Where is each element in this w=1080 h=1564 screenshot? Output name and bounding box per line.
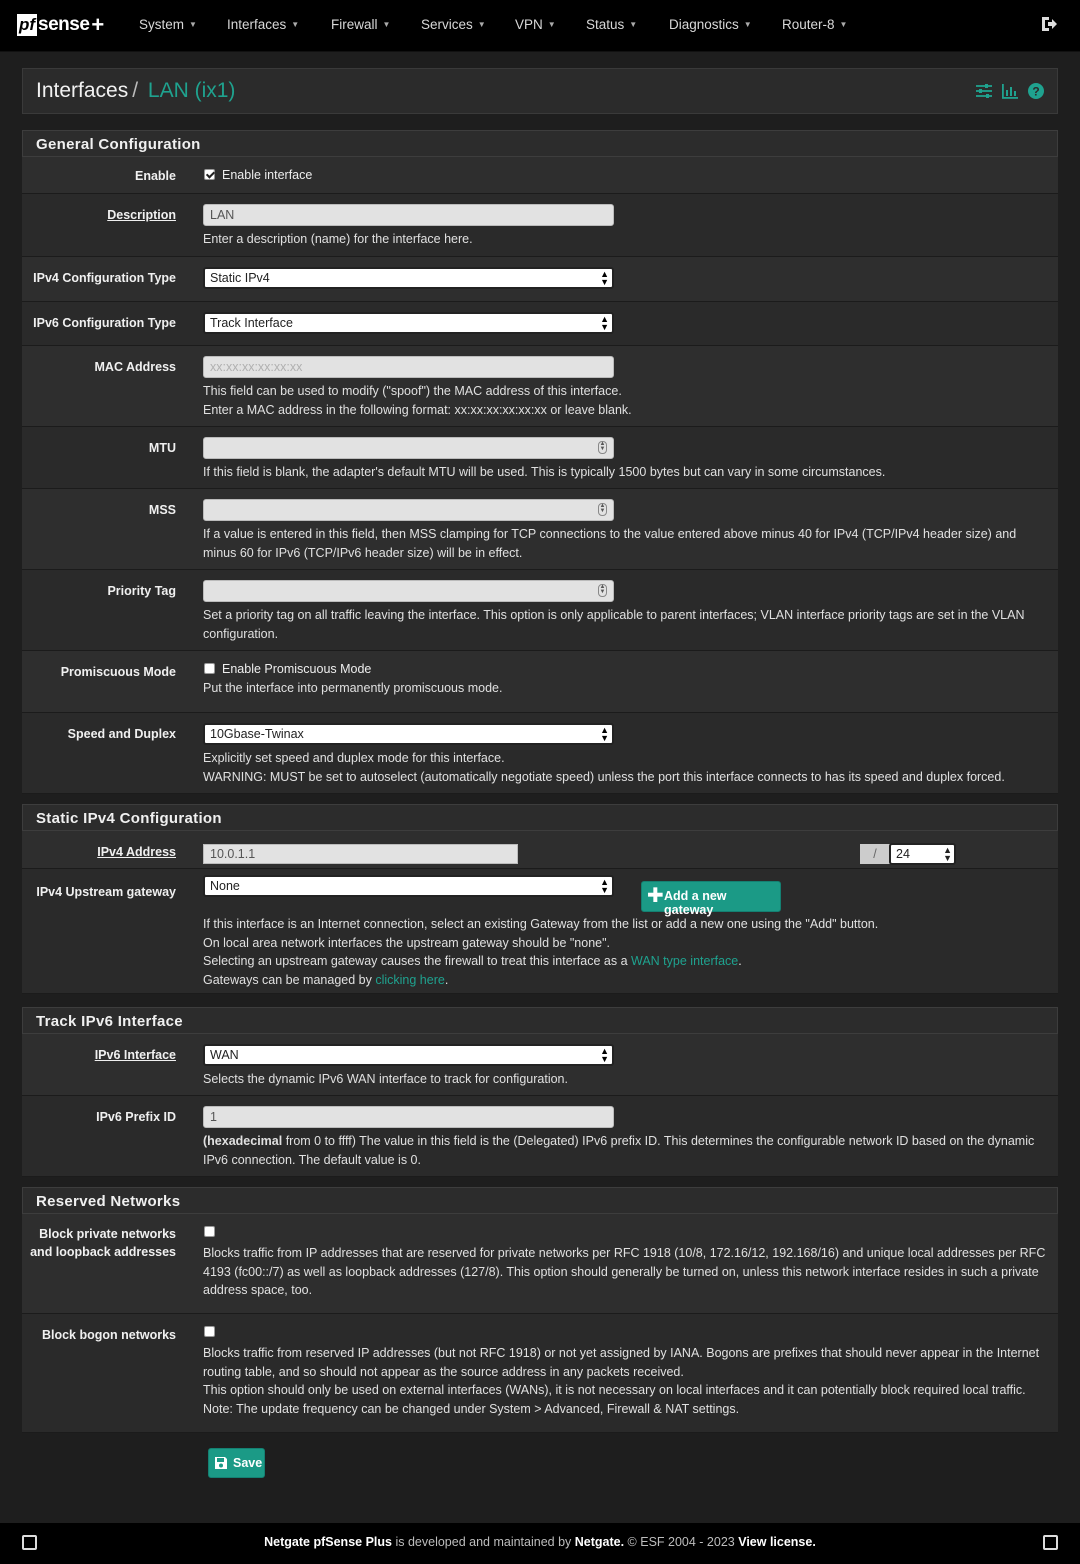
cidr-slash: / [860, 844, 890, 864]
enable-label: Enable [135, 169, 176, 183]
speed-select[interactable]: 10Gbase-Twinax ▲ ▼ [203, 723, 614, 745]
ipv6-type-select[interactable]: Track Interface ▲ ▼ [203, 312, 614, 334]
promisc-help: Put the interface into permanently promiscuous mode. [203, 681, 503, 695]
select-arrows-icon: ▲ ▼ [600, 269, 609, 287]
breadcrumb-separator: / [132, 79, 139, 102]
ipv6-interface-row [22, 1034, 1058, 1096]
spinner-icon[interactable]: ▲ ▼ [599, 503, 606, 514]
mss-label: MSS [148, 503, 176, 517]
priority-input[interactable] [203, 580, 614, 602]
pfsense-logo[interactable] [17, 12, 104, 38]
ipv6-prefix-input[interactable]: 1 [203, 1106, 614, 1128]
nav-status[interactable]: Status ▼ [586, 17, 638, 32]
gateways-link[interactable]: clicking here [375, 972, 445, 987]
block-private-checkbox[interactable] [204, 1226, 215, 1237]
add-gateway-button[interactable]: ✚ Add a new gateway [641, 881, 781, 912]
mac-input[interactable]: xx:xx:xx:xx:xx:xx [203, 356, 614, 378]
ipv4-type-select[interactable]: Static IPv4 ▲ ▼ [203, 267, 614, 289]
enable-checkbox[interactable] [204, 169, 215, 180]
priority-help: Set a priority tag on all traffic leaving the interface. This option is only applicable to parent interfaces; VLAN interface priority tags are set in the VLAN configuration. [203, 608, 1025, 641]
block-bogon-label: Block bogon networks [41, 1328, 176, 1342]
general-configuration-panel [22, 130, 1058, 794]
save-button[interactable]: Save [208, 1448, 265, 1478]
spinner-icon[interactable]: ▲ ▼ [599, 584, 606, 595]
ipv6-interface-select[interactable]: WAN ▲ ▼ [203, 1044, 614, 1066]
block-bogon-checkbox[interactable] [204, 1326, 215, 1337]
mtu-input[interactable] [203, 437, 614, 459]
enable-row [22, 157, 1058, 194]
track-ipv6-panel [22, 1007, 1058, 1177]
ipv6-interface-label[interactable]: IPv6 Interface [94, 1048, 176, 1062]
mac-label: MAC Address [94, 360, 176, 374]
block-private-label: Block private networks and loopback addresses [30, 1227, 176, 1259]
speed-label: Speed and Duplex [67, 727, 176, 741]
description-help: Enter a description (name) for the interface here. [203, 232, 473, 246]
footer-company-link[interactable]: Netgate. [574, 1535, 625, 1549]
caret-down-icon: ▼ [382, 20, 391, 29]
caret-down-icon: ▼ [189, 20, 197, 29]
logo-pf: pf [19, 15, 36, 34]
nav-router[interactable]: Router-8 ▼ [782, 17, 848, 32]
ipv6-interface-help: Selects the dynamic IPv6 WAN interface to track for configuration. [203, 1072, 568, 1086]
description-input[interactable]: LAN [203, 204, 614, 226]
mac-help: This field can be used to modify ("spoof") the MAC address of this interface. Enter a MAC address in the following format: xx:xx:xx:xx:xx:xx or leave blank. [203, 384, 632, 417]
footer [0, 1523, 1080, 1564]
logo-plus: + [91, 12, 105, 37]
promisc-checkbox-label[interactable]: Enable Promiscuous Mode [222, 662, 372, 676]
mtu-help: If this field is blank, the adapter's default MTU will be used. This is typically 1500 bytes but can vary in some circumstances. [203, 465, 886, 479]
ipv6-prefix-label: IPv6 Prefix ID [96, 1110, 176, 1124]
nav-services[interactable]: Services ▼ [421, 17, 486, 32]
ipv6-type-label: IPv6 Configuration Type [33, 316, 176, 330]
select-arrows-icon: ▲ ▼ [600, 877, 609, 895]
panel-title: General Configuration [22, 130, 1058, 157]
caret-down-icon: ▼ [547, 20, 556, 29]
cidr-select[interactable]: 24 ▲ ▼ [889, 843, 956, 865]
ipv6-type-row [22, 302, 1058, 346]
mtu-row [22, 427, 1058, 489]
description-row [22, 194, 1058, 257]
select-arrows-icon: ▲ ▼ [600, 725, 609, 743]
caret-down-icon: ▼ [629, 20, 638, 29]
mss-row [22, 489, 1058, 570]
panel-title: Static IPv4 Configuration [22, 804, 1058, 831]
promisc-label: Promiscuous Mode [60, 665, 176, 679]
promisc-row [22, 651, 1058, 713]
ipv4-address-label[interactable]: IPv4 Address [97, 845, 176, 859]
ipv4-type-label: IPv4 Configuration Type [33, 271, 176, 285]
mss-input[interactable] [203, 499, 614, 521]
nav-diagnostics[interactable]: Diagnostics ▼ [669, 17, 752, 32]
block-private-row [22, 1214, 1058, 1314]
caret-down-icon: ▼ [477, 20, 486, 29]
wan-type-link[interactable]: WAN type interface [631, 954, 739, 968]
gateway-select[interactable]: None ▲ ▼ [203, 875, 614, 897]
bar-chart-icon[interactable] [1001, 82, 1019, 100]
gateway-label: IPv4 Upstream gateway [36, 885, 176, 899]
block-bogon-row [22, 1314, 1058, 1433]
footer-brand[interactable]: Netgate pfSense Plus [264, 1535, 392, 1549]
ipv4-address-row [22, 831, 1058, 869]
gateway-row [22, 869, 1058, 994]
logo-sense: sense [38, 14, 90, 35]
breadcrumb-root[interactable]: Interfaces [36, 79, 129, 102]
sliders-icon[interactable] [975, 82, 993, 100]
caret-down-icon: ▼ [839, 20, 848, 29]
block-private-help: Blocks traffic from IP addresses that are reserved for private networks per RFC 1918 (10/8, 172.16/12, 192.168/16) and unique local addresses per RFC 4193 (fc00::/7) as well as loopback addresses (127/8). This option should generally be turned on, unless this network interface resides in such a private address space, too. [203, 1246, 1046, 1297]
nav-vpn[interactable]: VPN ▼ [515, 17, 556, 32]
static-ipv4-panel [22, 804, 1058, 994]
breadcrumb [36, 79, 235, 103]
block-bogon-help: Blocks traffic from reserved IP addresses (but not RFC 1918) or not yet assigned by IANA. Bogons are prefixes that should never appear in the Internet routing table, and so should not appear as the source address in any packets received. This option should only be used on external interfaces (WANs), it is not necessary on local interfaces and it can potentially block required local traffic. Note: The update frequency can be changed under System > Advanced, Firewall & NAT settings. [203, 1346, 1040, 1416]
caret-down-icon: ▼ [291, 20, 300, 29]
scroll-top-icon[interactable] [1043, 1535, 1058, 1550]
description-label[interactable]: Description [107, 208, 176, 222]
plus-icon: ✚ [647, 885, 664, 907]
mtu-label: MTU [148, 441, 176, 455]
footer-text: is developed and maintained by [391, 1535, 575, 1549]
footer-license-link[interactable]: View license. [738, 1535, 816, 1549]
scroll-top-icon[interactable] [22, 1535, 37, 1550]
enable-control [203, 167, 1052, 182]
mss-help: If a value is entered in this field, then MSS clamping for TCP connections to the value entered above minus 40 for IPv4 (TCP/IPv4 header size) and minus 60 for IPv6 (TCP/IPv6 header size) will be in effect. [203, 527, 1017, 560]
speed-row [22, 713, 1058, 794]
floppy-save-icon [214, 1456, 228, 1470]
speed-help: Explicitly set speed and duplex mode for this interface. WARNING: MUST be set to autoselect (automatically negotiate speed) unless the port this interface connects to has its speed and duplex forced. [203, 751, 1005, 784]
priority-label: Priority Tag [107, 584, 176, 598]
enable-checkbox-label[interactable]: Enable interface [222, 168, 313, 182]
gateway-help: If this interface is an Internet connection, select an existing Gateway from the list or add a new one using the "Add" button. On local area network interfaces the upstream gateway should be "none". Selecting an upstream gateway causes the firewall to treat this interface as a WAN type interface. Gateways can be managed by clicking here. [203, 917, 879, 987]
logout-icon[interactable] [1040, 15, 1058, 33]
ipv6-prefix-help: (hexadecimal from 0 to ffff) The value in this field is the (Delegated) IPv6 prefix ID. This determines the configurable network ID based on the dynamic IPv6 connection. The default value is 0. [203, 1134, 1035, 1167]
select-arrows-icon: ▲ ▼ [600, 1046, 609, 1064]
priority-row [22, 570, 1058, 651]
promisc-checkbox[interactable] [204, 663, 215, 674]
ipv4-address-input[interactable]: 10.0.1.1 [203, 844, 518, 864]
breadcrumb-current[interactable]: LAN (ix1) [147, 79, 236, 102]
ipv4-type-row [22, 257, 1058, 302]
spinner-icon[interactable]: ▲ ▼ [599, 441, 606, 452]
panel-title: Reserved Networks [22, 1187, 1058, 1214]
select-arrows-icon: ▲ ▼ [943, 845, 952, 863]
footer-copyright: © ESF 2004 - 2023 [624, 1535, 739, 1549]
svg-text:?: ? [1032, 84, 1040, 99]
mac-row [22, 346, 1058, 427]
page-header [22, 68, 1058, 114]
caret-down-icon: ▼ [743, 20, 752, 29]
ipv6-prefix-row [22, 1096, 1058, 1177]
help-icon[interactable] [1027, 82, 1045, 100]
nav-interfaces[interactable]: Interfaces ▼ [227, 17, 300, 32]
nav-system[interactable]: System ▼ [139, 17, 197, 32]
nav-firewall[interactable]: Firewall ▼ [331, 17, 391, 32]
panel-title: Track IPv6 Interface [22, 1007, 1058, 1034]
navbar [0, 0, 1080, 52]
select-arrows-icon: ▲ ▼ [600, 314, 609, 332]
reserved-networks-panel [22, 1187, 1058, 1433]
